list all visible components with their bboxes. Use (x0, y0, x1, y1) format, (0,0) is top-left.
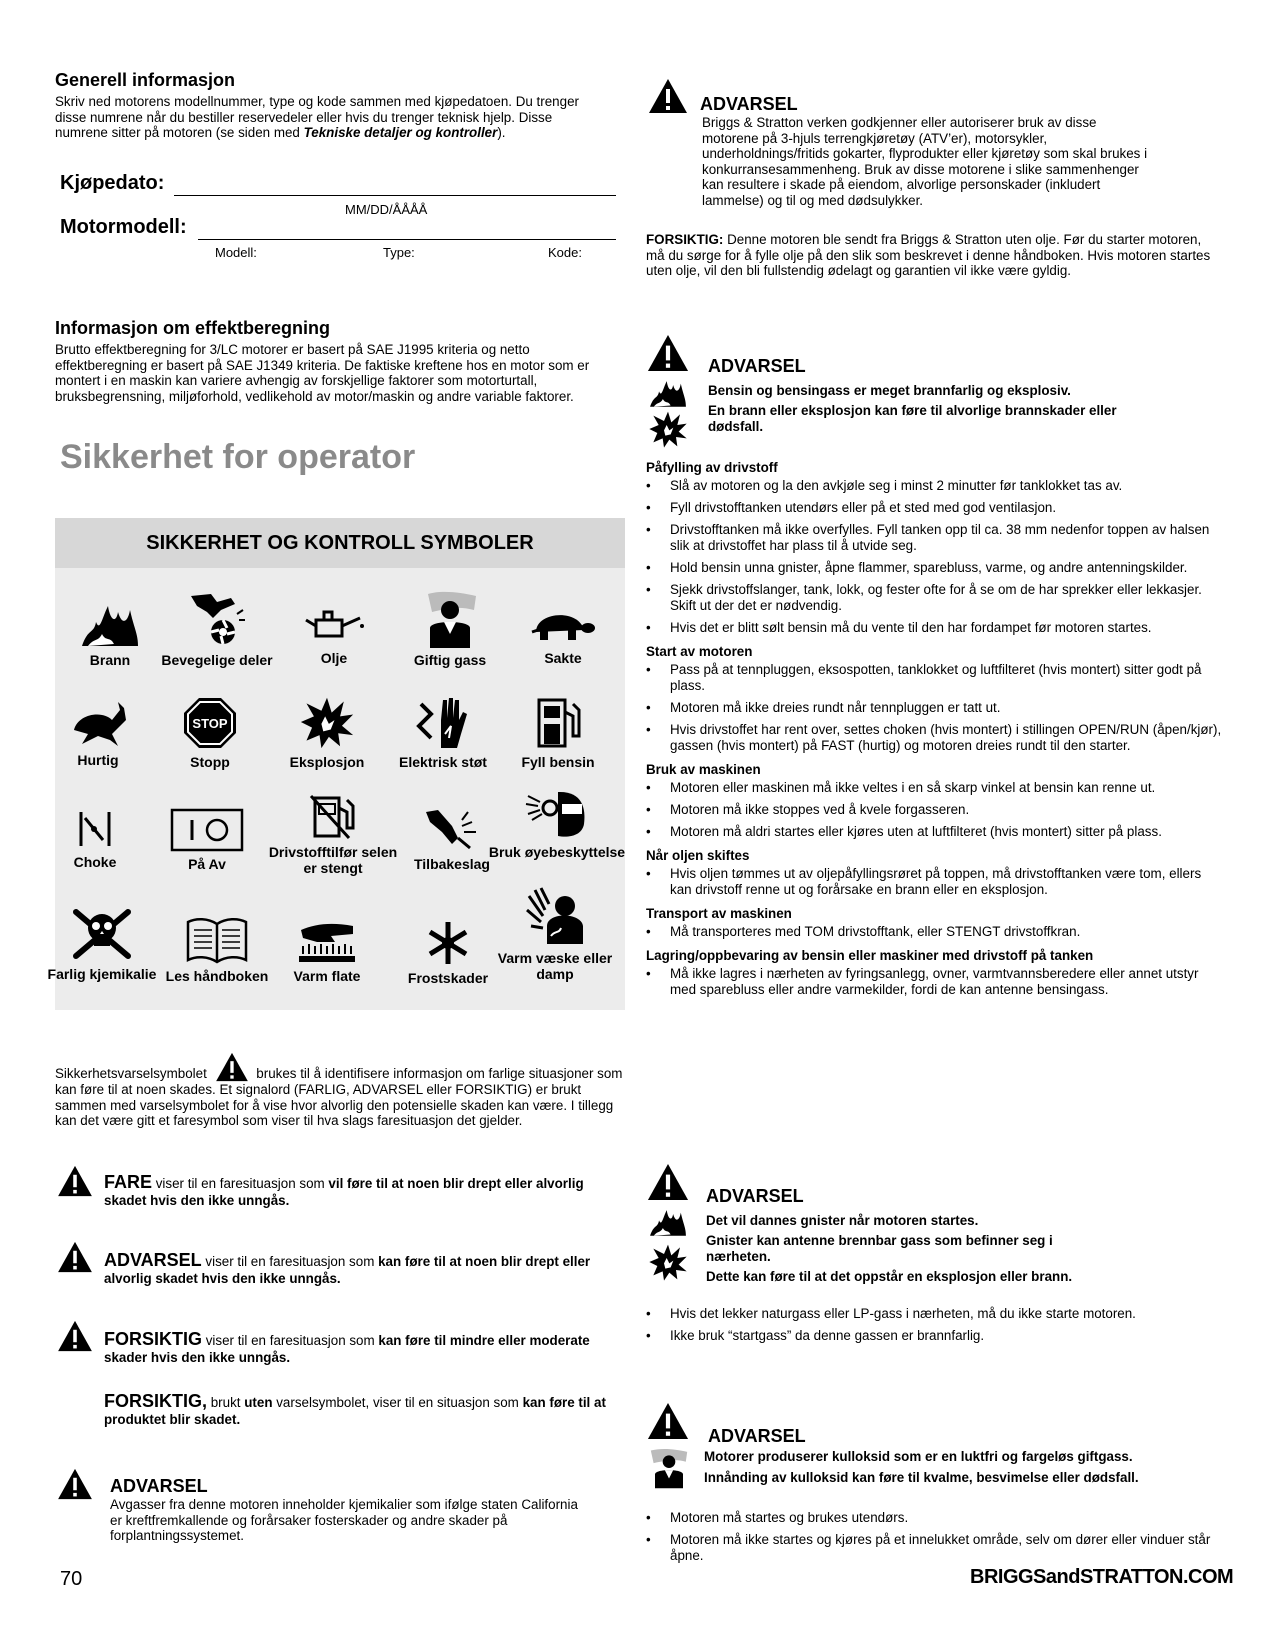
list-item: • Hvis det lekker naturgass eller LP-gass i nærheten, må du ikke starte motoren. (646, 1306, 1222, 1322)
manual-book-icon (184, 916, 250, 964)
symbol-kickback: Tilbakeslag (392, 808, 512, 872)
type-sublabel: Type: (383, 245, 415, 260)
list-item: • Pass på at tennpluggen, eksospotten, tanklokket og luftfilteret (hvis montert) sitter godt på plass. (646, 662, 1222, 694)
rabbit-icon (68, 700, 128, 748)
symbol-fire: Brann (50, 598, 170, 668)
warning-definition: ADVARSEL viser til en faresituasjon som kan føre til at noen blir drept eller alvorlig skadet hvis den ikke unngås. (104, 1250, 591, 1286)
list-item: • Motoren må ikke startes og kjøres på et innelukket område, selv om dører eller vinduer står åpne. (646, 1532, 1222, 1564)
co-toxic-gas-icon (648, 1446, 690, 1490)
notice-definition: FORSIKTIG, brukt uten varselsymbolet, viser til en situasjon som kan føre til at produktet blir skadet. (104, 1391, 606, 1427)
turtle-icon (530, 602, 596, 646)
fire-hazard-icon (648, 376, 688, 408)
list-item: • Ikke bruk “startgass” da denne gassen er brannfarlig. (646, 1328, 1222, 1344)
section-heading: Påfylling av drivstoff (646, 460, 778, 475)
symbol-frostbite: Frostskader (388, 920, 508, 986)
fuel-warning-icon (646, 334, 690, 372)
spark-warning: ADVARSEL Det vil dannes gnister når motoren startes. Gnister kan antenne brennbar gass som befinner seg i nærheten. Dette kan føre til at det oppstår en eksplosjon eller brann. (706, 1186, 1073, 1284)
symbol-electric-shock: Elektrisk støt (383, 694, 503, 770)
list-item: • Må transporteres med TOM drivstofftank, eller STENGT drivstoffkran. (646, 924, 1222, 940)
safety-heading: Sikkerhet for operator (60, 438, 416, 476)
list-item: • Sjekk drivstoffslanger, tank, lokk, og fester ofte for å se om de har sprekker eller lekkasjer. Skift ut der det er nødvendig. (646, 582, 1222, 614)
fuel-safety-sections (646, 460, 1222, 1004)
symbol-hot-surface: Varm flate (267, 920, 387, 984)
oil-caution: FORSIKTIG: Denne motoren ble sendt fra Briggs & Stratton uten olje. Før du starter motoren, må du sørge for å fylle olje på den slik som beskrevet i denne håndboken. Hvis motoren startes uten olje, vil den bli fullstendig ødelagt og garantien vil ikke være gyldig. (646, 232, 1211, 279)
danger-definition: FARE viser til en faresituasjon som vil føre til at noen blir drept eller alvorlig skadet hvis den ikke unngås. (104, 1172, 584, 1208)
symbols-title: SIKKERHET OG KONTROLL SYMBOLER (55, 518, 625, 568)
symbol-fuel: Fyll bensin (498, 696, 618, 770)
co-list (646, 1510, 1222, 1570)
explosion-icon (299, 694, 355, 750)
fuel-shutoff-icon (305, 794, 361, 840)
section-heading: Bruk av maskinen (646, 762, 761, 777)
spark-fire-icon (648, 1205, 688, 1237)
engine-model-label: Motormodell: (60, 216, 187, 238)
symbol-eye-protection: Bruk øyebeskyttelse (487, 790, 627, 860)
safety-alert-icon (215, 1052, 249, 1082)
list-item: • Slå av motoren og la den avkjøle seg i minst 2 minutter før tanklokket tas av. (646, 478, 1222, 494)
spark-warning-icon (646, 1163, 690, 1201)
stop-sign-icon (182, 696, 238, 750)
ca-warning: ADVARSEL Avgasser fra denne motoren inneholder kjemikalier som ifølge staten California er kreftfremkallende og forårsaker fosterskader og andre skader på forplantningssystemet. (110, 1476, 578, 1544)
co-warning-icon (646, 1402, 690, 1440)
purchase-date-label: Kjøpedato: (60, 172, 165, 194)
choke-icon (75, 808, 115, 850)
general-info-text: Skriv ned motorens modellnummer, type og kode sammen med kjøpedatoen. Du trenger disse numrene når du bestiller reservedeler eller hvis du trenger teknisk hjelp. Disse numrene sitter på motoren (se siden med Tekniske detaljer og kontroller). (55, 94, 579, 141)
power-info-text: Brutto effektberegning for 3/LC motorer er basert på SAE J1995 kriteria og netto effektberegning er basert på SAE J1349 kriteria. De faktiske kreftene hos en motor som er montert i en maskin kan variere avhengig av forskjellige faktorer som motorturtall, bruksbegrensning, miljøforhold, vedlikehold av motor/maskin og andre variable faktorer. (55, 342, 590, 404)
explosion-hazard-icon (648, 410, 688, 448)
brand-url: BRIGGSandSTRATTON.COM (970, 1566, 1234, 1588)
moving-parts-icon (187, 592, 247, 648)
electric-shock-icon (413, 694, 473, 750)
fuel-pump-icon (533, 696, 583, 750)
warning-icon-1 (648, 78, 688, 114)
symbol-fuel-shutoff: Drivstofftilfør selen er stengt (263, 794, 403, 876)
symbols-panel (47, 518, 626, 1010)
frost-icon (424, 920, 472, 966)
eye-protection-icon (524, 790, 590, 840)
fuel-warning: ADVARSEL Bensin og bensingass er meget brannfarlig og eksplosiv. En brann eller eksplosjon kan føre til alvorlige brannskader eller dødsfall. (708, 356, 1117, 434)
list-item: • Hvis oljen tømmes ut av oljepåfyllingsrøret på toppen, må drivstofftanken være tom, ellers kan drivstoff renne ut og forårsake en brann eller en eksplosjon. (646, 866, 1222, 898)
list-item: • Må ikke lagres i nærheten av fyringsanlegg, ovner, varmtvannsberedere eller annet utstyr med sparebluss eller andre varmekilder, fordi de kan antenne bensingass. (646, 966, 1222, 998)
stop-sign-text: STOP (192, 716, 228, 731)
on-off-icon (170, 808, 244, 852)
list-item: • Motoren må startes og brukes utendørs. (646, 1510, 1222, 1526)
symbol-oil: Olje (274, 606, 394, 666)
list-item: • Drivstofftanken må ikke overfylles. Fyll tanken opp til ca. 38 mm nedenfor toppen av halsen slik at drivstoffet har plass til å utvide seg. (646, 522, 1222, 554)
caution-definition: FORSIKTIG viser til en faresituasjon som kan føre til mindre eller moderate skader hvis den ikke unngås. (104, 1329, 590, 1365)
engine-model-line[interactable] (198, 239, 616, 240)
vehicle-warning: ADVARSEL Briggs & Stratton verken godkjenner eller autoriserer bruk av disse motorene på 3-hjuls terrengkjøretøy (ATV’er), motorsykler, underholdnings/fritids gokarter, flyprodukter eller kjøretøy som skal brukes i konkurransesammenheng. Bruk av disse motorene i slike sammenhenger kan resultere i skade på eiendom, alvorlige personskader (inkludert lammelse) og til og med dødsulykker. (700, 94, 1148, 208)
section-heading: Lagring/oppbevaring av bensin eller maskiner med drivstoff på tanken (646, 948, 1094, 963)
list-item: • Motoren må aldri startes eller kjøres uten at luftfilteret (hvis montert) sitter på plass. (646, 824, 1222, 840)
toxic-gas-icon (420, 590, 480, 648)
alert-intro-text: Sikkerhetsvarselsymbolet brukes til å identifisere informasjon om farlige situasjoner som kan føre til at noen skades. Et signalord (FARLIG, ADVARSEL eller FORSIKTIG) er brukt sammen med varselsymbolet for å vise hvor alvorlig den potensielle skaden kan være. I tillegg kan det være gitt et faresymbol som viser til hva slags faresituasjon det gjelder. (55, 1052, 627, 1129)
purchase-date-line[interactable] (174, 195, 616, 196)
caution-alert-icon (57, 1320, 93, 1352)
skull-crossbones-icon (70, 906, 134, 962)
general-info-title: Generell informasjon (55, 70, 236, 90)
list-item: • Motoren eller maskinen må ikke veltes i en så skarp vinkel at bensin kan renne ut. (646, 780, 1222, 796)
kickback-icon (422, 808, 482, 852)
symbol-explosion: Eksplosjon (267, 694, 387, 770)
danger-alert-icon (57, 1165, 93, 1197)
symbol-fast: Hurtig (38, 700, 158, 768)
list-item: • Hold bensin unna gnister, åpne flammer, sparebluss, varme, og andre antenningskilder. (646, 560, 1222, 576)
list-item: • Motoren må ikke dreies rundt når tennpluggen er tatt ut. (646, 700, 1222, 716)
ca-warning-alert-icon (57, 1468, 93, 1500)
oil-can-icon (302, 606, 366, 646)
section-heading: Når oljen skiftes (646, 848, 750, 863)
spark-explosion-icon (648, 1243, 688, 1281)
section-heading: Start av motoren (646, 644, 753, 659)
symbol-on-off: På Av (147, 808, 267, 872)
section-heading: Transport av maskinen (646, 906, 792, 921)
hot-liquid-icon (525, 886, 585, 946)
co-warning: ADVARSEL Motorer produserer kulloksid som er en luktfri og fargeløs giftgass. Innånding av kulloksid kan føre til kvalme, besvimelse eller dødsfall. (704, 1426, 1139, 1485)
list-item: • Hvis drivstoffet har rent over, settes choken (hvis montert) i stillingen OPEN/RUN (åpen/kjør), gassen (hvis montert) på FAST (hurtig) og motoren dreies rundt til den starter. (646, 722, 1222, 754)
fire-icon (78, 598, 142, 648)
power-info-title: Informasjon om effektberegning (55, 318, 331, 338)
symbol-toxic-gas: Giftig gass (390, 590, 510, 668)
symbol-hot-liquid: Varm væske eller damp (491, 886, 619, 982)
symbol-moving-parts: Bevegelige deler (153, 592, 281, 668)
symbol-read-manual: Les håndboken (153, 916, 281, 984)
hot-surface-icon (295, 920, 359, 964)
code-sublabel: Kode: (548, 245, 582, 260)
model-sublabel: Modell: (215, 245, 257, 260)
list-item: • Motoren må ikke stoppes ved å kvele forgasseren. (646, 802, 1222, 818)
symbol-stop: STOP Stopp (150, 696, 270, 770)
symbol-slow: Sakte (503, 602, 623, 666)
page-number: 70 (60, 1568, 83, 1590)
symbol-chemical: Farlig kjemikalie (42, 906, 162, 982)
spark-list (646, 1306, 1222, 1350)
warning-alert-icon (57, 1241, 93, 1273)
date-format-hint: MM/DD/ÅÅÅÅ (345, 202, 428, 217)
symbol-choke: Choke (35, 808, 155, 870)
list-item: • Hvis det er blitt sølt bensin må du vente til den har fordampet før motoren startes. (646, 620, 1222, 636)
list-item: • Fyll drivstofftanken utendørs eller på et sted med god ventilasjon. (646, 500, 1222, 516)
